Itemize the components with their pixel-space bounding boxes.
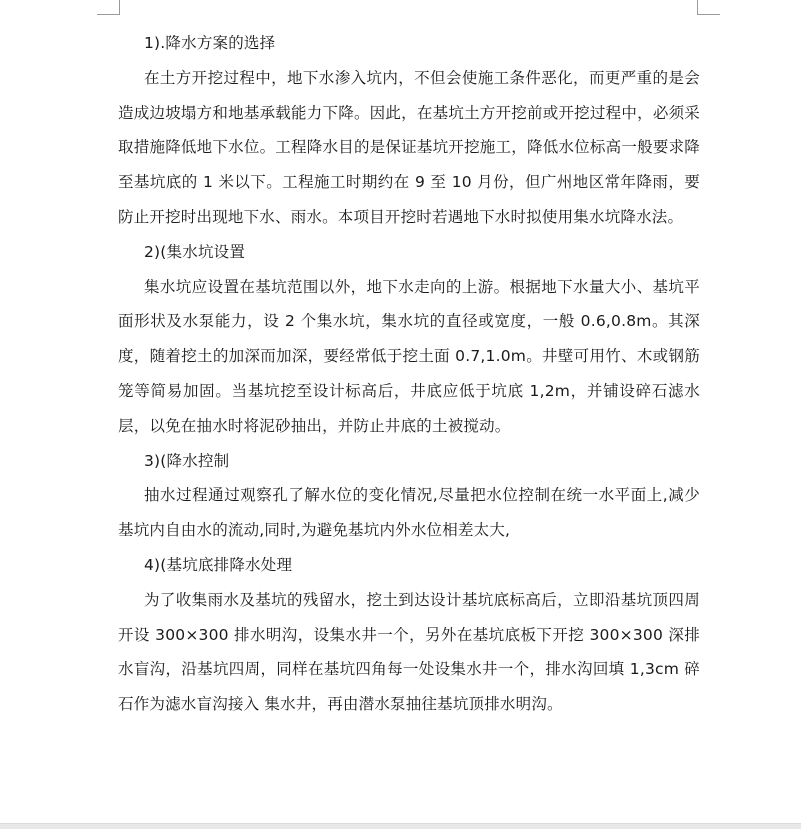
section-1-heading: 1).降水方案的选择 [144,34,276,52]
section-3-heading: 3)(降水控制 [144,451,230,470]
page-bottom-edge [0,823,801,829]
section-4-paragraph: 为了收集雨水及基坑的残留水，挖土到达设计基坑底标高后，立即沿基坑顶四周开设 300×300 排水明沟，设集水井一个，另外在基坑底板下开挖 300×300 深排水盲沟，沿基坑四周，同样在基坑四角每一处设集水井一个，排水沟回填 1,3cm 碎石作为滤水盲沟接入 集水井，再由潜水泵抽往基坑顶排水明沟。 [118,590,700,714]
top-right-margin-mark [697,0,720,15]
section-2-heading: 2)(集水坑设置 [144,242,246,261]
section-3-paragraph: 抽水过程通过观察孔了解水位的变化情况,尽量把水位控制在统一水平面上,减少基坑内自由水的流动,同时,为避免基坑内外水位相差太大, [118,486,700,540]
top-left-margin-mark [97,0,120,15]
section-2-paragraph: 集水坑应设置在基坑范围以外，地下水走向的上游。根据地下水量大小、基坑平面形状及水泵能力，设 2 个集水坑，集水坑的直径或宽度，一般 0.6,0.8m。其深度，随着挖土的加深而加深，要经常低于挖土面 0.7,1.0m。井壁可用竹、木或钢筋笼等简易加固。当基坑挖至设计标高后，井底应低于坑底 1,2m，并铺设碎石滤水层，以免在抽水时将泥砂抽出，并防止井底的土被搅动。 [118,277,700,435]
section-4-heading: 4)(基坑底排降水处理 [144,555,293,574]
section-1-paragraph: 在土方开挖过程中，地下水渗入坑内，不但会使施工条件恶化，而更严重的是会造成边坡塌方和地基承载能力下降。因此，在基坑土方开挖前或开挖过程中，必须采取措施降低地下水位。工程降水目的是保证基坑开挖施工，降低水位标高一般要求降至基坑底的 1 米以下。工程施工时期约在 9 至 10 月份，但广州地区常年降雨，要防止开挖时出现地下水、雨水。本项目开挖时若遇地下水时拟使用集水坑降水法。 [118,68,700,226]
document-body[interactable] [118,26,700,722]
